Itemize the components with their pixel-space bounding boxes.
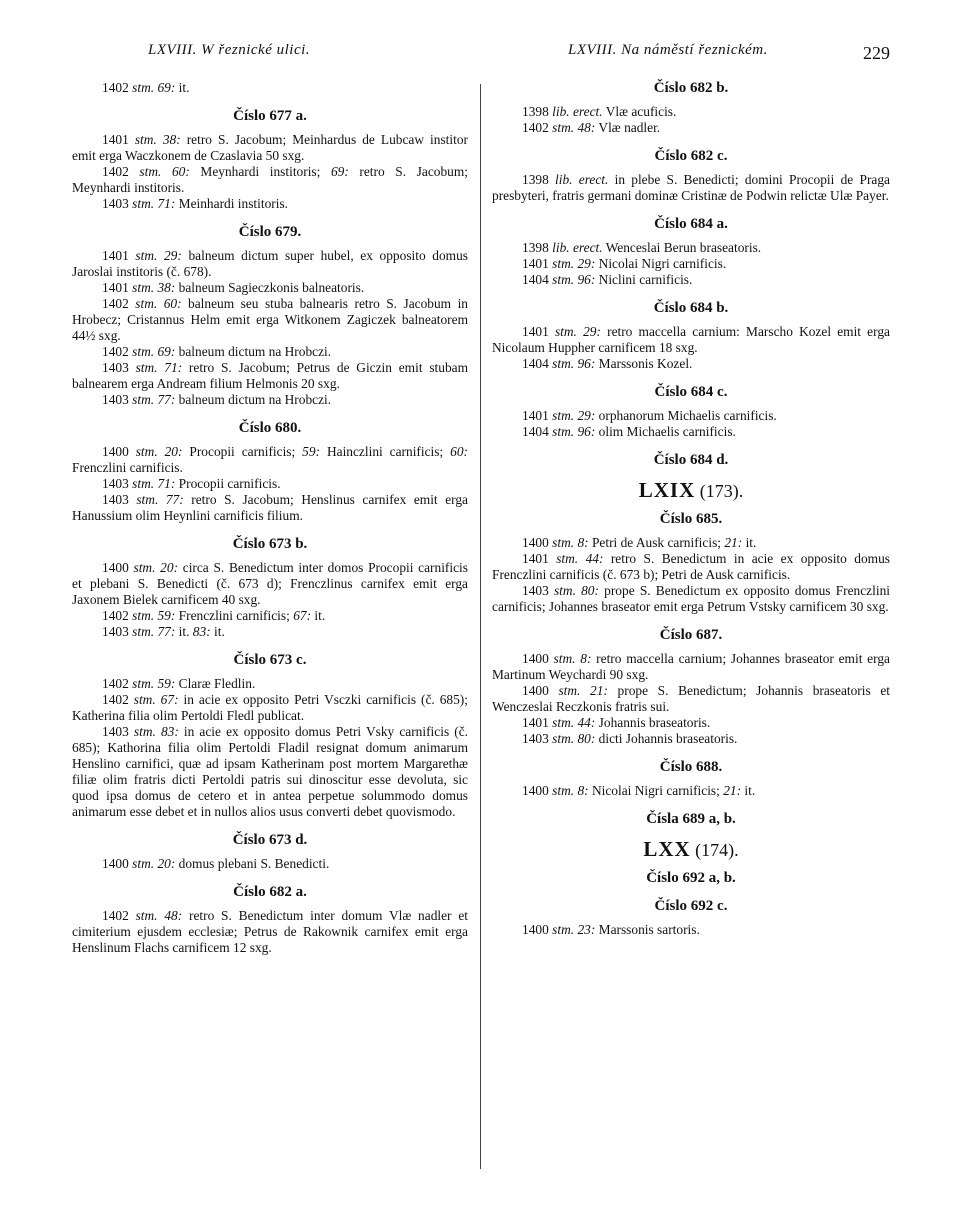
- entry-paragraph: 1400 stm. 20: circa S. Benedictum inter domos Procopii carnificis et plebani S. Benedicti (č. 673 d); Frenczlinus carnifex emit erga Jaxonem Bielek carnificem 40 sxg.: [72, 560, 468, 607]
- section-heading: Číslo 684 c.: [654, 384, 728, 400]
- section-heading: Číslo 692 c.: [654, 898, 728, 914]
- running-head-right: LXVIII. Na náměstí řeznickém.: [568, 42, 768, 58]
- chapter-heading: [492, 837, 890, 861]
- entry-paragraph: 1403 stm. 77: retro S. Jacobum; Henslinus carnifex emit erga Hanussium olim Heynlini carnificis filium.: [72, 492, 468, 523]
- entry-paragraph: 1402 stm. 60: balneum seu stuba balnearis retro S. Jacobum in Hrobecz; Cristannus Helm emit erga Witkonem Zagiczek balneatorem 44½ sxg.: [72, 296, 468, 343]
- entry-paragraph: 1400 stm. 21: prope S. Benedictum; Johannis braseatoris et Wenczeslai Reczkonis fratris sui.: [492, 683, 891, 714]
- entry-paragraph: 1403 stm. 71: Procopii carnificis.: [102, 476, 281, 491]
- chapter-roman: LXX: [643, 837, 691, 861]
- entry-paragraph: 1402 stm. 60: Meynhardi institoris; 69: retro S. Jacobum; Meynhardi institoris.: [72, 164, 468, 195]
- entry-paragraph: 1400 stm. 8: retro maccella carnium; Johannes braseator emit erga Martinum Weychardi 90 sxg.: [492, 651, 890, 682]
- entry-paragraph: 1403 stm. 80: prope S. Benedictum ex opposito domus Frenczlini carnificis; Johannes braseator emit erga Petrum Vstsky carnificem 30 sxg.: [492, 583, 890, 614]
- section-heading: Číslo 673 c.: [233, 652, 307, 668]
- section-heading: Číslo 673 b.: [232, 536, 308, 552]
- entry-paragraph: 1401 stm. 38: retro S. Jacobum; Meinhardus de Lubcaw institor emit erga Waczkonem de Czaslavia 50 sxg.: [72, 132, 468, 163]
- section-heading: Číslo 682 c.: [654, 148, 728, 164]
- section-heading: Číslo 687.: [659, 627, 723, 643]
- entry-paragraph: 1403 stm. 83: in acie ex opposito domus Petri Vsky carnificis (č. 685); Kathorina filia olim Pertoldi Fladil resignat domum animarum Henslino carnifici, quæ ad ipsam Katherinam post mortem Margarethæ filiæ olim fratris dicti Pertoldi patris sui dinoscitur esse devoluta, sic quod ipsa domus de cetero et in antea perpetue solummodo domus animarum esse debet et in nullos alios usus converti debet quovismodo.: [72, 724, 468, 819]
- entry-paragraph: 1403 stm. 77: balneum dictum na Hrobczi.: [102, 392, 332, 407]
- section-heading: Číslo 684 d.: [653, 452, 729, 468]
- entry-paragraph: 1398 lib. erect. in plebe S. Benedicti; domini Procopii de Praga presbyteri, fratris germani dominæ Cristinæ de Podwin relictæ Ulæ Payer.: [492, 172, 890, 203]
- section-heading: Číslo 684 b.: [653, 300, 729, 316]
- section-heading: Číslo 680.: [238, 420, 302, 436]
- left-column: [72, 80, 468, 956]
- entry-paragraph: 1401 stm. 44: Johannis braseatoris.: [522, 715, 711, 730]
- section-heading: Čísla 689 a, b.: [646, 811, 736, 827]
- entry-paragraph: 1401 stm. 44: retro S. Benedictum in acie ex opposito domus Frenczlini carnificis (č. 673 b); Petri de Ausk carnificis.: [492, 551, 890, 582]
- entry-paragraph: 1402 stm. 48: Vlæ nadler.: [522, 120, 661, 135]
- entry-paragraph: 1401 stm. 29: balneum dictum super hubel, ex opposito domus Jaroslai institoris (č. 678).: [72, 248, 468, 279]
- section-heading: Číslo 688.: [659, 759, 723, 775]
- entry-paragraph: 1401 stm. 29: retro maccella carnium: Marscho Kozel emit erga Nicolaum Huppher carnificem 18 sxg.: [492, 324, 890, 355]
- entry-paragraph: 1404 stm. 96: olim Michaelis carnificis.: [522, 424, 736, 439]
- entry-paragraph: 1402 stm. 69: it.: [102, 80, 190, 95]
- entry-paragraph: 1400 stm. 20: Procopii carnificis; 59: Hainczlini carnificis; 60: Frenczlini carnificis.: [72, 444, 468, 475]
- entry-paragraph: 1401 stm. 38: balneum Sagieczkonis balneatoris.: [102, 280, 365, 295]
- entry-paragraph: 1402 stm. 59: Frenczlini carnificis; 67: it.: [102, 608, 326, 623]
- entry-paragraph: 1404 stm. 96: Marssonis Kozel.: [522, 356, 693, 371]
- entry-paragraph: 1402 stm. 67: in acie ex opposito Petri Vsczki carnificis (č. 685); Katherina filia olim Pertoldi Fledl publicat.: [72, 692, 468, 723]
- entry-paragraph: 1403 stm. 71: retro S. Jacobum; Petrus de Giczin emit stubam balnearem erga Andream filium Helmonis 20 sxg.: [72, 360, 468, 391]
- entry-paragraph: 1400 stm. 20: domus plebani S. Benedicti.: [102, 856, 330, 871]
- chapter-heading: [492, 478, 890, 502]
- entry-paragraph: 1400 stm. 8: Petri de Ausk carnificis; 21: it.: [522, 535, 757, 550]
- entry-paragraph: 1404 stm. 96: Niclini carnificis.: [522, 272, 693, 287]
- entry-paragraph: 1398 lib. erect. Vlæ acuficis.: [522, 104, 677, 119]
- section-heading: Číslo 684 a.: [654, 216, 728, 232]
- entry-paragraph: 1402 stm. 69: balneum dictum na Hrobczi.: [102, 344, 332, 359]
- section-heading: Číslo 692 a, b.: [646, 870, 736, 886]
- entry-paragraph: 1402 stm. 59: Claræ Fledlin.: [102, 676, 256, 691]
- entry-paragraph: 1401 stm. 29: orphanorum Michaelis carnificis.: [522, 408, 777, 423]
- section-heading: Číslo 682 a.: [233, 884, 307, 900]
- column-divider: [480, 84, 481, 1169]
- section-heading: Číslo 673 d.: [232, 832, 308, 848]
- chapter-roman: LXIX: [638, 478, 696, 502]
- entry-paragraph: 1403 stm. 77: it. 83: it.: [102, 624, 225, 639]
- entry-paragraph: 1403 stm. 80: dicti Johannis braseatoris.: [522, 731, 738, 746]
- running-head-left: LXVIII. W řeznické ulici.: [148, 42, 311, 58]
- page-number: 229: [863, 43, 890, 63]
- entry-paragraph: 1402 stm. 48: retro S. Benedictum inter domum Vlæ nadler et cimiterium ejusdem ecclesiæ; Petrus de Rakownik carnifex emit erga Henslinum Flachs carnificem 12 sxg.: [72, 908, 468, 955]
- entry-paragraph: 1398 lib. erect. Wenceslai Berun braseatoris.: [522, 240, 762, 255]
- section-heading: Číslo 685.: [659, 511, 723, 527]
- section-heading: Číslo 679.: [238, 224, 302, 240]
- entry-paragraph: 1401 stm. 29: Nicolai Nigri carnificis.: [522, 256, 727, 271]
- chapter-number: (173).: [695, 481, 744, 501]
- entry-paragraph: 1403 stm. 71: Meinhardi institoris.: [102, 196, 289, 211]
- section-heading: Číslo 677 a.: [233, 108, 307, 124]
- right-column: [492, 80, 890, 938]
- entry-paragraph: 1400 stm. 23: Marssonis sartoris.: [522, 922, 700, 937]
- section-heading: Číslo 682 b.: [653, 80, 729, 96]
- chapter-number: (174).: [690, 840, 739, 860]
- entry-paragraph: 1400 stm. 8: Nicolai Nigri carnificis; 21: it.: [522, 783, 756, 798]
